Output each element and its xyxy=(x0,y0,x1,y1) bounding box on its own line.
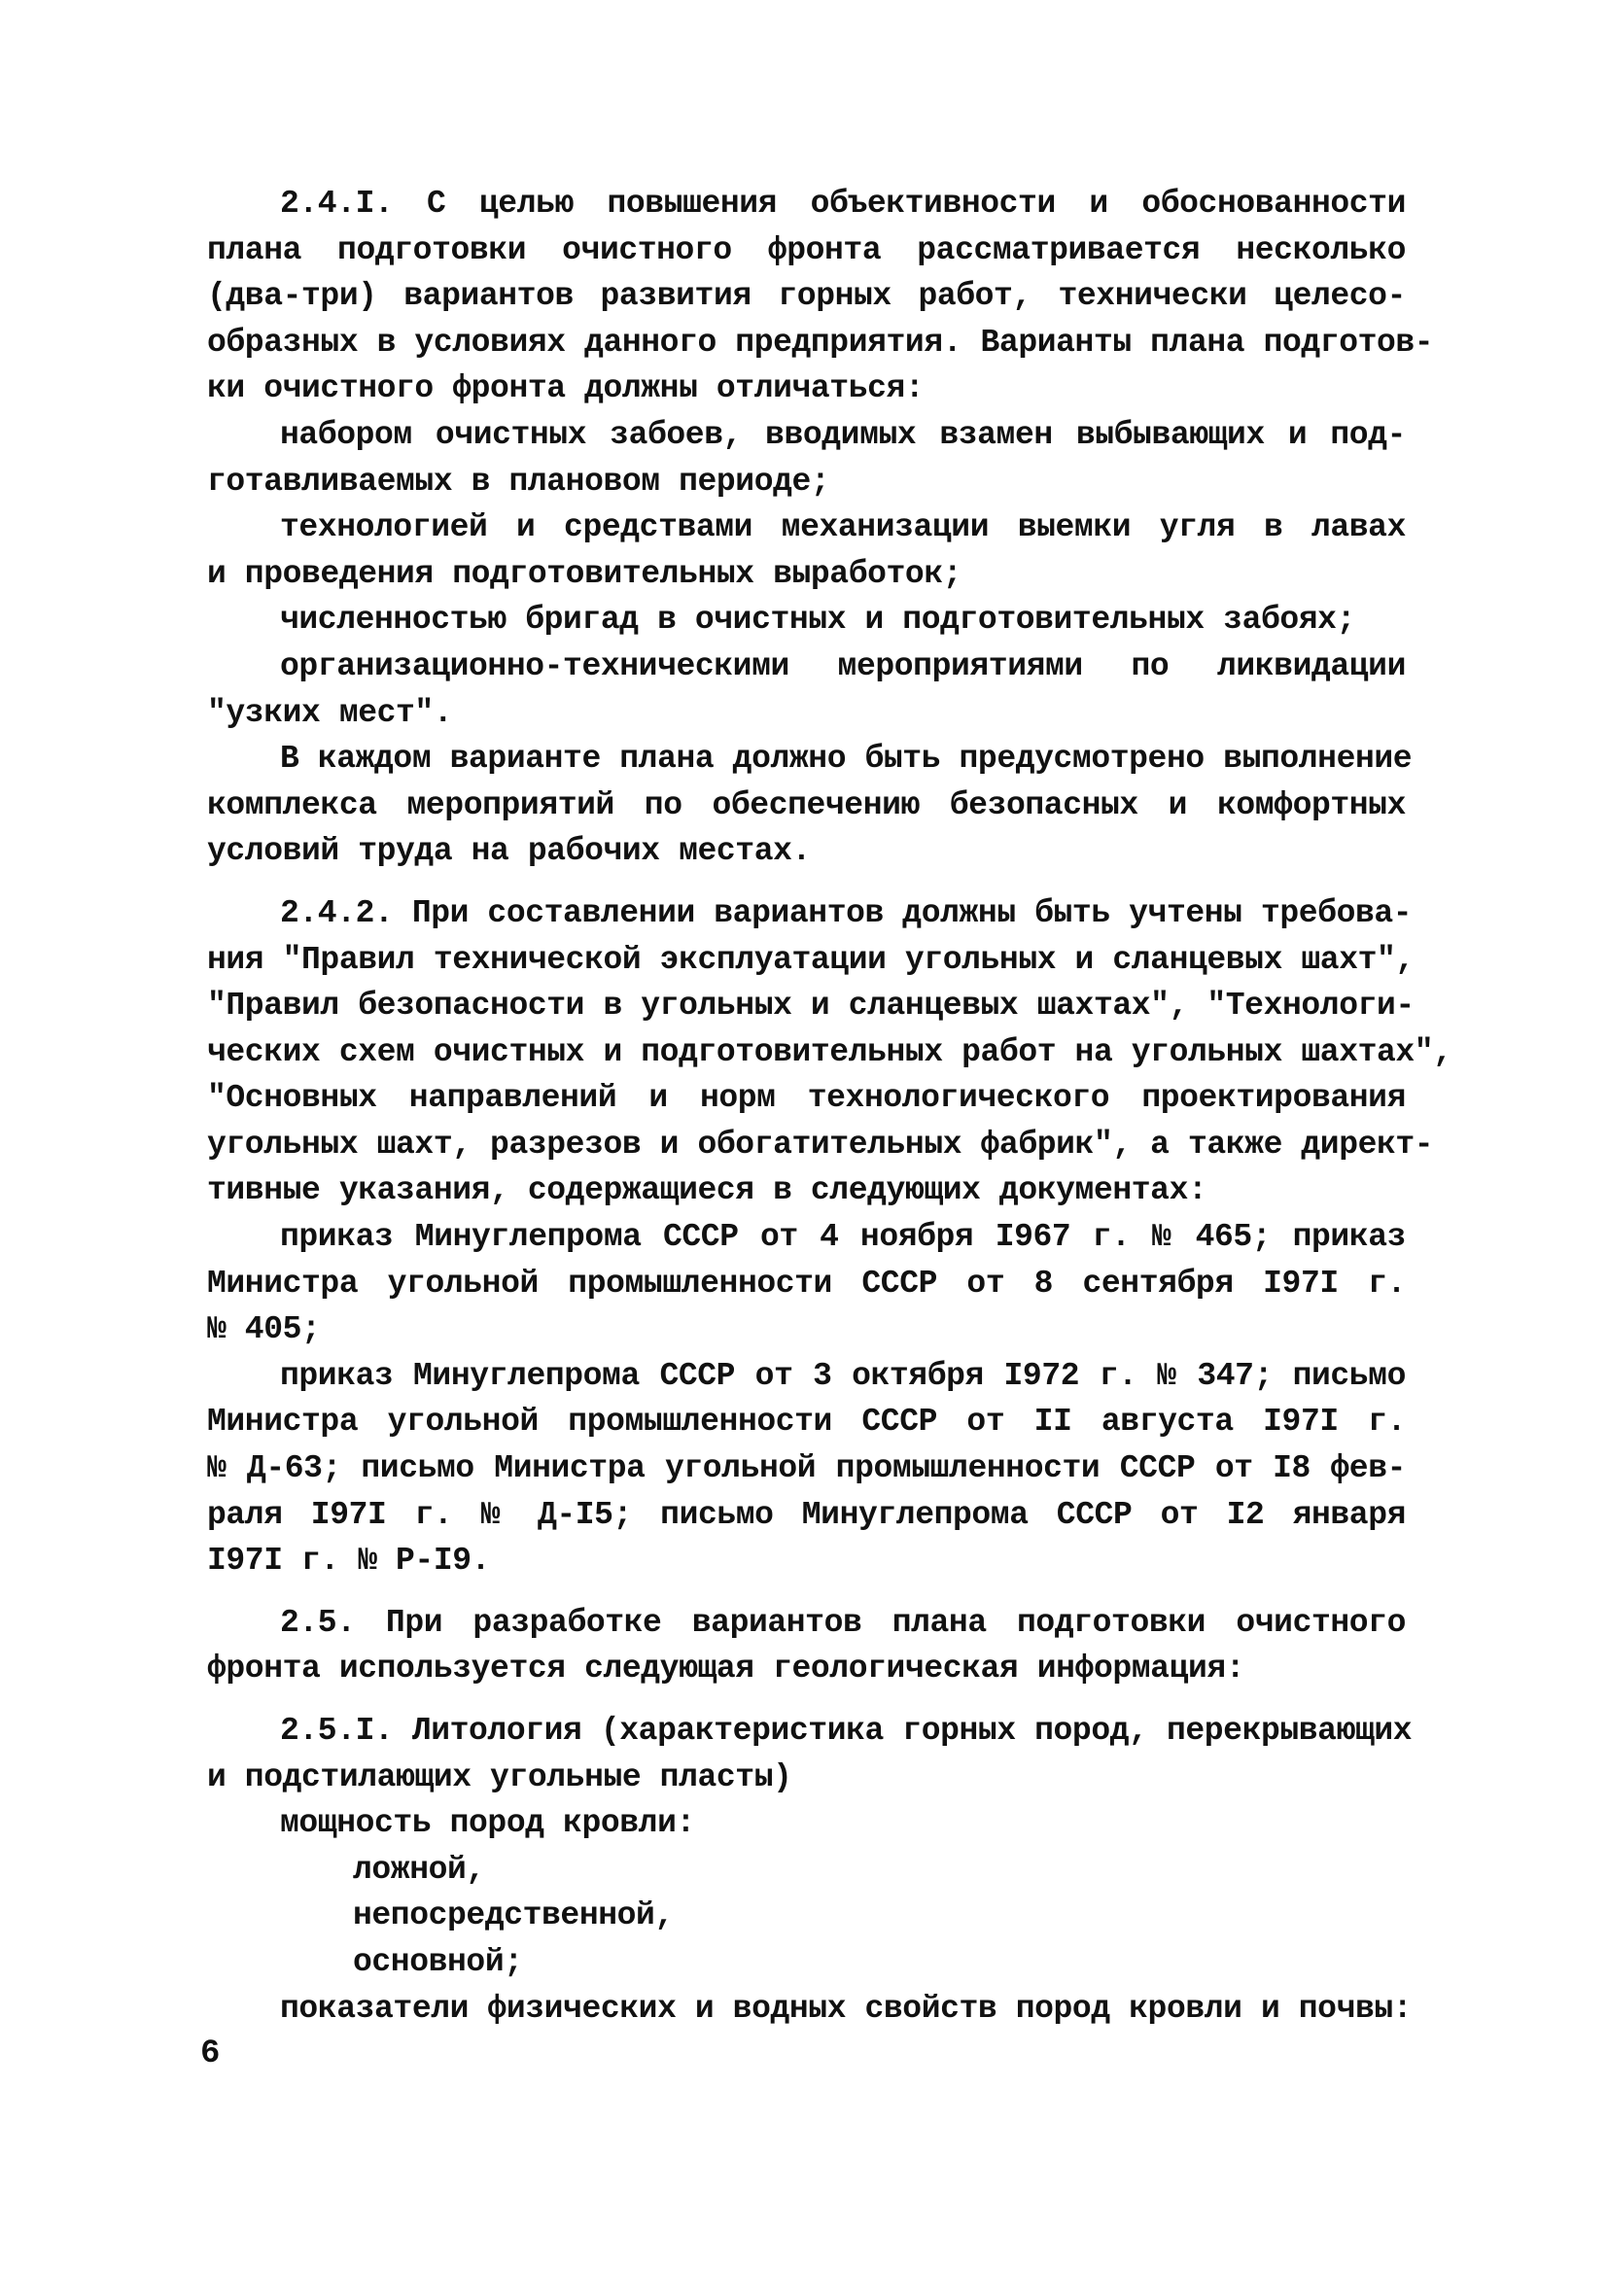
text-line: и проведения подготовительных выработок; xyxy=(207,555,962,592)
page-number: 6 xyxy=(200,2035,221,2072)
text-line: организационно-техническими мероприятиями по ликвидации xyxy=(280,647,1406,684)
text-line: условий труда на рабочих местах. xyxy=(207,833,811,870)
text-line: мощность пород кровли: xyxy=(280,1805,695,1842)
text-line: плана подготовки очистного фронта рассматривается несколько xyxy=(207,231,1406,268)
text-line: ческих схем очистных и подготовительных работ на угольных шахтах", xyxy=(207,1033,1452,1070)
text-line: приказ Минуглепрома СССР от 3 октября I972 г. № 347; письмо xyxy=(280,1357,1406,1394)
text-line: основной; xyxy=(353,1943,523,1980)
text-line: 2.4.2. При составлении вариантов должны быть учтены требова- xyxy=(280,894,1413,931)
text-line: комплекса мероприятий по обеспечению безопасных и комфортных xyxy=(207,786,1406,823)
text-line: набором очистных забоев, вводимых взамен выбывающих и под- xyxy=(280,416,1406,453)
text-line: 2.4.I. С целью повышения объективности и обоснованности xyxy=(280,186,1406,222)
text-line: готавливаемых в плановом периоде; xyxy=(207,463,830,500)
text-line: ложной, xyxy=(353,1851,485,1888)
text-line: ния "Правил технической эксплуатации угольных и сланцевых шахт", xyxy=(207,941,1415,978)
text-line: № 405; xyxy=(207,1311,321,1348)
text-line: непосредственной, xyxy=(353,1897,674,1934)
text-line: "Правил безопасности в угольных и сланцевых шахтах", "Технологи- xyxy=(207,988,1415,1025)
text-line: раля I97I г. № Д-I5; письмо Минуглепрома СССР от I2 января xyxy=(207,1496,1406,1533)
text-line: тивные указания, содержащиеся в следующих документах: xyxy=(207,1172,1207,1209)
text-line: (два-три) вариантов развития горных работ, технически целесо- xyxy=(207,278,1406,315)
text-line: 2.5.I. Литология (характеристика горных пород, перекрывающих xyxy=(280,1713,1413,1749)
text-line: В каждом варианте плана должно быть предусмотрено выполнение xyxy=(280,741,1413,778)
text-line: Министра угольной промышленности СССР от II августа I97I г. xyxy=(207,1404,1406,1441)
text-line: 2.5. При разработке вариантов плана подготовки очистного xyxy=(280,1604,1406,1641)
text-line: образных в условиях данного предприятия. Варианты плана подготов- xyxy=(207,324,1434,361)
text-line: I97I г. № Р-I9. xyxy=(207,1543,491,1580)
text-line: численностью бригад в очистных и подготовительных забоях; xyxy=(280,602,1355,639)
text-line: фронта используется следующая геологическая информация: xyxy=(207,1651,1245,1687)
text-line: приказ Минуглепрома СССР от 4 ноября I967 г. № 465; приказ xyxy=(280,1219,1406,1256)
text-line: "узких мест". xyxy=(207,694,453,731)
text-line: показатели физических и водных свойств пород кровли и почвы: xyxy=(280,1990,1413,2027)
text-line: технологией и средствами механизации выемки угля в лавах xyxy=(280,509,1406,546)
text-line: угольных шахт, разрезов и обогатительных фабрик", а также директ- xyxy=(207,1126,1434,1163)
text-line: № Д-63; письмо Министра угольной промышленности СССР от I8 фев- xyxy=(207,1450,1406,1487)
text-line: Министра угольной промышленности СССР от 8 сентября I97I г. xyxy=(207,1265,1406,1302)
text-line: и подстилающих угольные пласты) xyxy=(207,1758,792,1795)
text-line: "Основных направлений и норм технологического проектирования xyxy=(207,1080,1406,1117)
document-page xyxy=(207,181,1452,2032)
text-line: ки очистного фронта должны отличаться: xyxy=(207,370,925,407)
